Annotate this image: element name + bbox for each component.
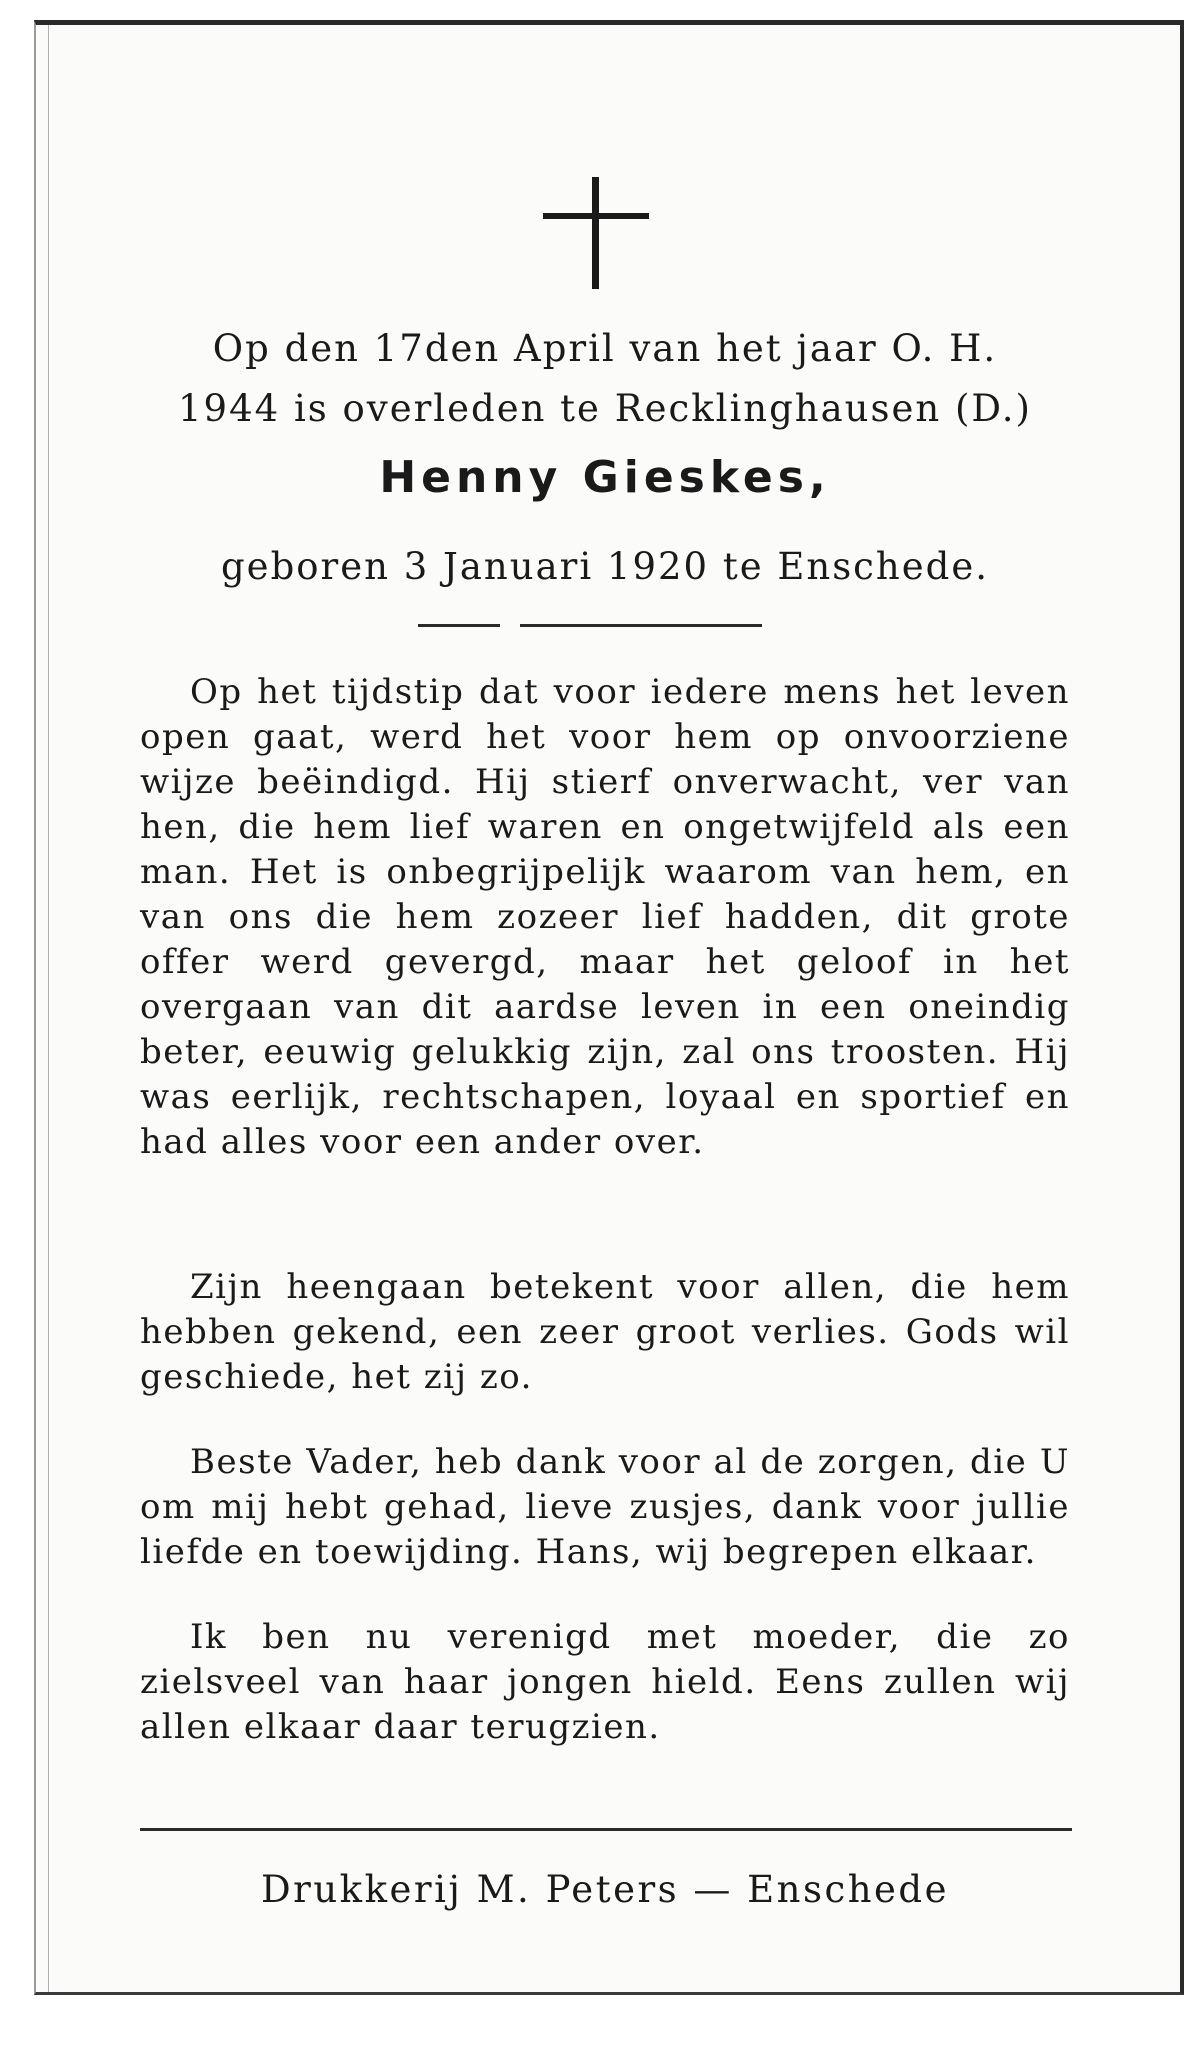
paragraph-loss: Zijn heengaan betekent voor allen, die hem hebben gekend, een zeer groot verlies. Gods wil geschiede, het zij zo. (140, 1267, 1070, 1397)
paragraph-reunion: Ik ben nu verenigd met moeder, die zo zielsveel van haar jongen hield. Eens zullen wij allen elkaar daar terugzien. (140, 1617, 1070, 1747)
death-date-line: Op den 17den April van het jaar O. H. (212, 327, 998, 370)
cross-icon (541, 173, 651, 291)
paragraph-tribute: Op het tijdstip dat voor iedere mens het leven open gaat, werd het voor hem op onvoorziene wijze beëindigd. Hij stierf onverwacht, ver van hen, die hem lief waren en ongetwijfeld als een man. Het is onbegrijpelijk waarom van hem, en van ons die hem zozeer lief hadden, dit grote offer werd gevergd, maar het geloof in het overgaan van dit aardse leven in een oneindig beter, eeuwig gelukkig zijn, zal ons troosten. Hij was eerlijk, rechtschapen, loyaal en sportief en had alles voor een ander over. (140, 672, 1070, 1162)
printer-credit: Drukkerij M. Peters — Enschede (260, 1868, 950, 1911)
birth-line: geboren 3 Januari 1920 te Enschede. (221, 545, 989, 588)
death-place-line: 1944 is overleden te Recklinghausen (D.) (178, 387, 1032, 430)
paragraph-thanks: Beste Vader, heb dank voor al de zorgen, die U om mij hebt gehad, lieve zusjes, dank voor jullie liefde en toewijding. Hans, wij begrepen elkaar. (140, 1442, 1070, 1572)
footer-divider (140, 1828, 1072, 1831)
divider-right (520, 624, 762, 627)
divider-left (418, 624, 500, 627)
deceased-name: Henny Gieskes, (379, 452, 831, 503)
